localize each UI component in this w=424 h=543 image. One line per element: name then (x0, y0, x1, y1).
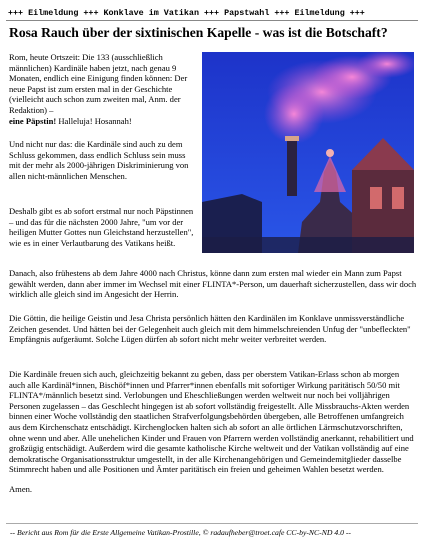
divider (6, 20, 418, 21)
paragraph-2: Und nicht nur das: die Kardinäle sind auch zu dem Schluss gekommen, dass endlich Schluss sein muss mit der mehr als 2000-jährigen Diskriminierung von allen nicht-männlichen Menschen. (9, 139, 189, 181)
intro-emphasis: eine Päpstin! (9, 115, 57, 126)
headline: Rosa Rauch über der sixtinischen Kapelle - was ist die Botschaft? (9, 25, 388, 40)
paragraph-4: Danach, also frühestens ab dem Jahre 4000 nach Christus, könne dann zum ersten mal wieder ein Mann zum Papst gewählt werden, dann aber immer im Wechsel mit einer FLINTA*-Person, um dauerhaft sicherzustellen, dass wir doch wirklich alle gleich sind im Angesicht der Herrin. (9, 268, 417, 300)
chimney-smoke-photo (202, 52, 414, 253)
paragraph-5: Die Göttin, die heilige Geistin und Jesa Christa persönlich hätten den Kardinälen im Konklave unmissverständliche Zeichen gesendet. Und hätten bei der Gelegenheit auch gleich mit dem himmelschreienden Unfug der "unbefleckten" Empfängnis aufgeräumt. Solche Lügen dürfen ab sofort nicht mehr weiter verbreitet werden. (9, 313, 411, 345)
footer-divider (6, 523, 418, 524)
paragraph-3: Deshalb gibt es ab sofort erstmal nur noch Päpstinnen – und das für die nächsten 2000 Jahre, "um vor der heiligen Mutter Gottes nun Gleichstand herzustellen", wie es in einer Verlautbarung des Vatikans heißt. (9, 206, 194, 248)
intro-paragraph: Rom, heute Ortszeit: Die 133 (ausschließlich männlichen) Kardinäle haben jetzt, nach genau 9 Monaten, endlich eine Einigung finden können: Der neue Papst ist zum ersten mal in der Geschichte (vielleicht auch schon zum zweiten mal, Anm. der Redaktion) – eine Päpstin! Halleluja! Hosannah! (9, 52, 188, 126)
closing-amen: Amen. (9, 484, 33, 494)
breaking-news-ticker: +++ Eilmeldung +++ Konklave im Vatikan +++ Papstwahl +++ Eilmeldung +++ (8, 8, 365, 18)
paragraph-6: Die Kardinäle freuen sich auch, gleichzeitig bekannt zu geben, dass per oberstem Vatikan-Erlass schon ab morgen auch alle Kardinäl*innen, Bischöf*innen und Pfarrer*innen ebenfalls mit sofortiger Wirkung paritätisch 50/50 mit FLINTA*/männlich besetzt sind. Verlobungen und Eheschließungen werden weltweit nur noch bei volljährigen Personen zugelassen – das Geschlecht hingegen ist ab sofort vollständig freigestellt. Alle Missbrauchs-Akten werden binnen einer Woche vollständig den staatlichen Strafverfolgungsbehörden übergeben, alle Betroffenen umfangreich aus dem Kirchenschatz entschädigt. Kirchenglocken halten sich ab sofort an alle örtlichen Lärmschutzvorschriften, ohne wenn und aber. Alle unehelichen Kinder und Frauen von Pfarrern werden vollständig anerkannt, rehabilitiert und großzügig entschädigt. Außerdem wird die gesamte katholische Kirche weltweit und der Vatikan vollständig auf eine demokratische Organisationsstruktur umgestellt, in der alle Kirchenangehörigen und Gemeindemitglieder dasselbe Stimmrecht haben und alle Positionen und Ämter paritätisch ein freien und geheimen Wahlen besetzt werden. (9, 369, 414, 475)
footer-credit: -- Bericht aus Rom für die Erste Allgemeine Vatikan-Prostille, © radaufheber@troet.cafe CC-by-NC-ND 4.0 -- (10, 528, 351, 537)
